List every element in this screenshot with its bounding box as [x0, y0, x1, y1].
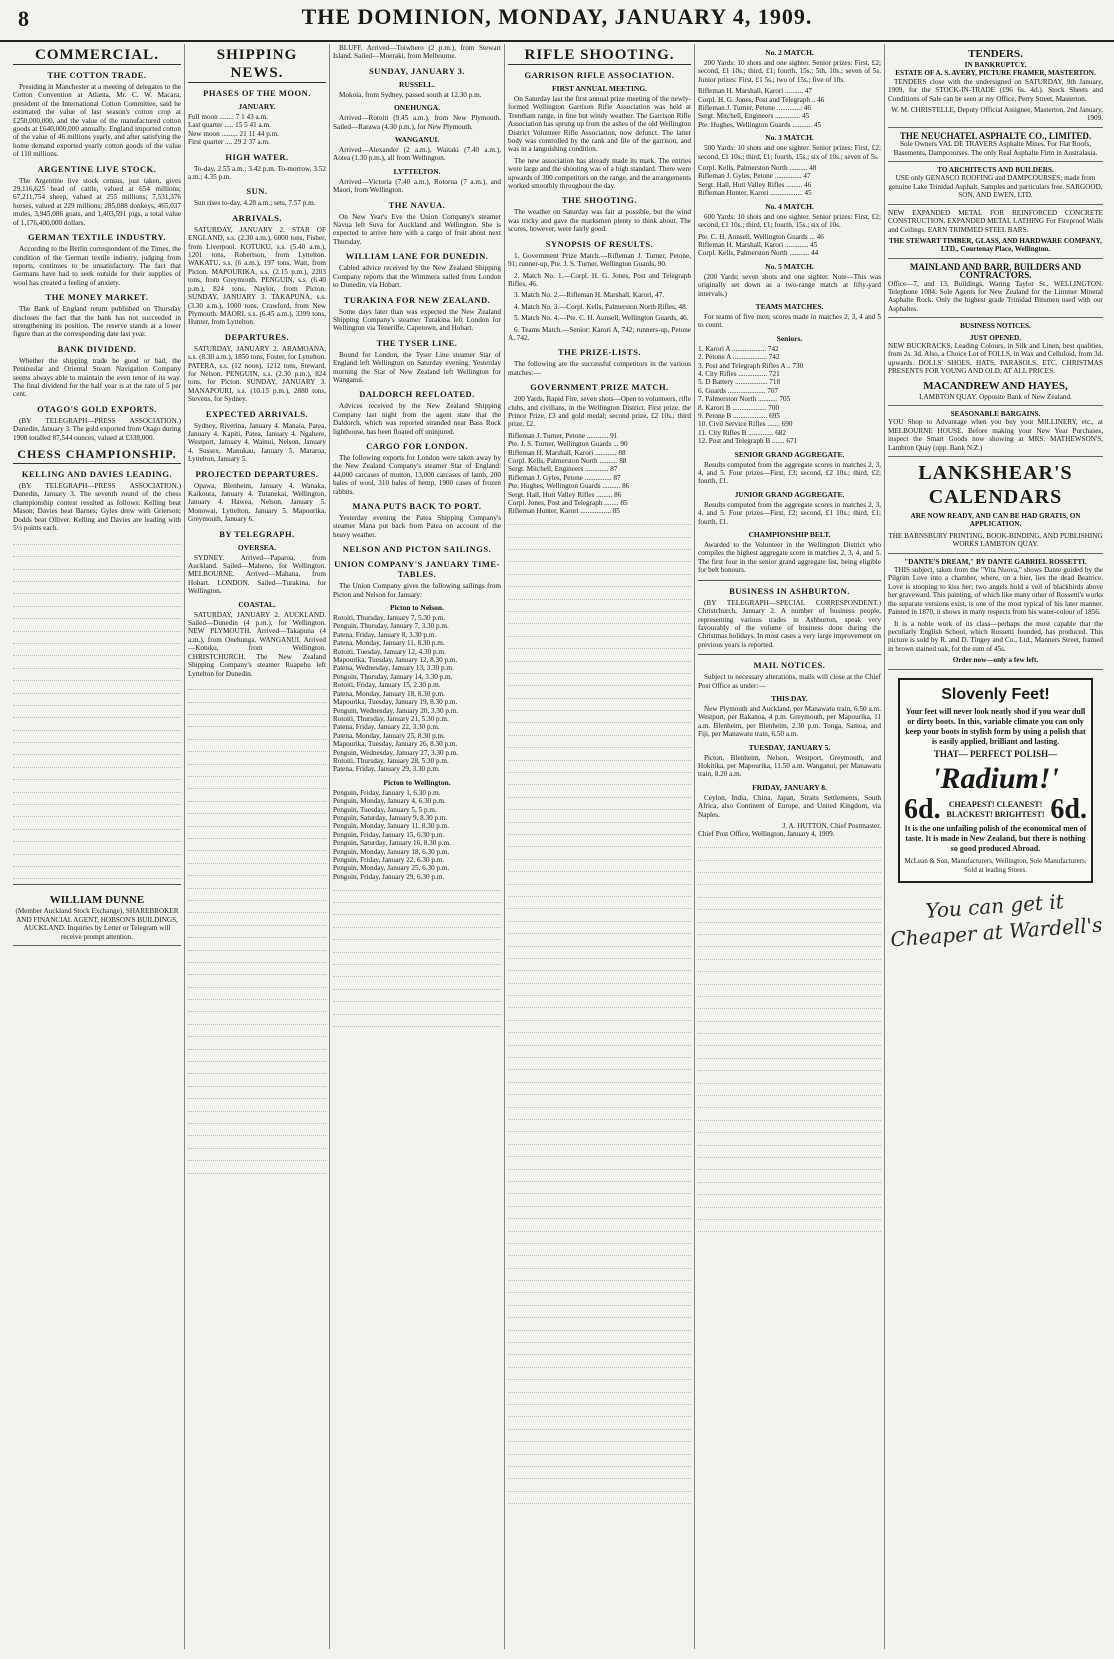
result-row: Rifleman H. Marshall, Karori ............. 45 — [698, 240, 818, 249]
result-row: 6. Teams Match.—Senior: Karori A, 742; runners-up, Petone A, 742. — [508, 325, 691, 342]
subheading: HIGH WATER. — [225, 151, 289, 162]
result-row: Corpl. Kells, Palmerston North ........... 44 — [698, 249, 819, 258]
result-row: 1. Government Prize Match.—Rifleman J. Turner, Petone, 91; runner-up, Pte. J. S. Turner, Wellington Guards, 90. — [508, 251, 691, 269]
text-filler — [188, 681, 326, 1174]
expanded-metal-advert — [888, 205, 1103, 259]
subheading: PROJECTED DEPARTURES. — [195, 468, 319, 479]
subheading: MAIL NOTICES. — [753, 660, 826, 671]
article-text: The following exports for London were taken away by the New Zealand Company's steamer Star of England: 44,000 carcases of mutton, 13,000 carcases of lamb, 200 bales of wool, 310 bales of hemp, 1900 cases of frozen rabbits. — [333, 453, 501, 496]
advert-footer: It is the one unfailing polish of the economical men of taste. It is made in New Zealand, but there is nothing so good produced Abroad. — [904, 823, 1087, 853]
article-text: The Bank of England return published on Thursday discloses the fact that the bank has not succeeded in strengthening its position. The reserve stands at a lower figure than at the corresponding date last year. — [13, 305, 181, 339]
subheading: CHAMPIONSHIP BELT. — [748, 530, 831, 540]
article-text: The Argentine live stock census, just taken, gives 29,116,625 head of cattle, valued at 654 millions; 67,211,754 sheep, valued at 255 millions; 7,531,376 horses, valued at 229 millions; 285,088 donkeys, 465,037 mules, 3,945,086 goats, and 1,403,591 pigs, a total value of 1,176,400,000 dollars. — [13, 176, 181, 227]
subheading: RUSSELL. — [398, 79, 436, 89]
article-text: The following are the successful competitors in the various matches:— — [508, 360, 691, 377]
subheading: DALDORCH REFLOATED. — [359, 389, 475, 400]
advert-title: THE NEUCHATEL ASPHALTE CO., LIMITED. — [899, 130, 1092, 141]
article-text: Arrived—Alexander (2 a.m.), Waitaki (7.40 a.m.), Aotea (1.30 p.m.), all from Wellington. — [333, 146, 501, 163]
article-text: Cabled advice received by the New Zealand Shipping Company reports that the Wimmera sailed from London to Dunedin, via Hobart. — [333, 264, 501, 290]
moon-row: First quarter .... 29 2 37 a.m. — [188, 138, 270, 147]
team-row: 2. Petone A ................... 742 — [698, 353, 780, 362]
team-row: 10. Civil Service Rifles ....... 690 — [698, 420, 793, 429]
calendars-advert — [888, 457, 1103, 554]
team-row: 11. City Rifles B .............. 682 — [698, 428, 786, 437]
timetable-row: Penguin, Thursday, January 7, 3.30 p.m. — [333, 622, 449, 631]
subheading: THE TYSER LINE. — [376, 337, 458, 348]
prize-row: Rifleman Hunter, Karori ................. 85 — [508, 507, 620, 516]
article-text: (200 Yards; seven shots and one sighter. Note—This was originally set down as a two-range match at fifty-yard intervals.) — [698, 272, 881, 298]
article-text: Advices received by the New Zealand Shipping Company last night from the agent state that the Daldorch, which was reported stranded near Bass Rock lighthouse, has been floated off uninjured. — [333, 402, 501, 436]
article-text: On Saturday last the first annual prize meeting of the newly-formed Wellington Garrison Rifle Association was held at Trentham range, in fine but windy weather. The Garrison Rifle Association has sprung up from the ashes of the old Wellington District Volunteer Rifle Association, now defunct. The latter body was controlled by the rank and file of the garrison, and was in a languishing condition. — [508, 95, 691, 154]
subheading: THE MONEY MARKET. — [45, 292, 149, 303]
mainland-barr-advert — [888, 259, 1103, 318]
advert-company: THE STEWART TIMBER, GLASS, AND HARDWARE COMPANY, LTD., Courtenay Place, Wellington. — [889, 236, 1102, 254]
timetable-row: Penguin, Thursday, January 14, 3.30 p.m. — [333, 672, 453, 681]
timetable-row: Penguin, Saturday, January 9, 8.30 p.m. — [333, 813, 448, 822]
timetable-row: Patena, Wednesday, January 13, 3.30 p.m. — [333, 664, 454, 673]
timetable-row: Patena, Friday, January 22, 3.30 p.m. — [333, 723, 440, 732]
timetable-row: Mapourika, Tuesday, January 26, 8.30 p.m. — [333, 740, 458, 749]
subheading: NELSON AND PICTON SAILINGS. — [342, 544, 492, 555]
article-text: (BY TELEGRAPH—SPECIAL CORRESPONDENT.) Christchurch, January 2. A number of business people, representing various trades in Ashburton, speak very favourably of the volume of business done during the Christmas holidays. In most cases a very large improvement on previous years is reported. — [698, 598, 881, 649]
team-row: 1. Karori A ................... 742 — [698, 344, 779, 353]
timetable-row: Penguin, Friday, January 15, 6.30 p.m. — [333, 830, 445, 839]
subheading: DEPARTURES. — [224, 331, 290, 342]
team-row: 8. Karori B ................... 700 — [698, 403, 780, 412]
result-row: Sergt. Hall, Hutt Valley Rifles ......... 46 — [698, 180, 812, 189]
subheading: No. 5 MATCH. — [765, 261, 814, 271]
mail-signature: J. A. HUTTON, Chief Postmaster. — [782, 822, 881, 830]
timetable-row: Rotoiti, Friday, January 15, 2.30 p.m. — [333, 681, 441, 690]
price-left: 6d. — [904, 793, 941, 825]
advert-heading: JUST OPENED. — [970, 333, 1021, 342]
timetable-row: Patena, Monday, January 11, 8.30 p.m. — [333, 639, 445, 648]
section-heading: BUSINESS NOTICES. — [960, 322, 1031, 331]
advert-heading: TENDERS. — [968, 48, 1023, 60]
advert-text: It is a noble work of its class—perhaps the most capable that the peculiarly English School, which Rossetti founded, has produced. This picture is sold by R. and D. Tingey and Co., Ltd., Manners Street, framed in brown stained oak, for the sum of 45s. — [888, 619, 1103, 653]
subheading: THE NAVUA. — [388, 199, 446, 210]
subheading: No. 2 MATCH. — [765, 48, 814, 57]
article-text: Awarded to the Volunteer in the Wellington District who compiles the highest aggregate score in matches 2, 3, 4, and 5. The first four in the senior grand aggregate list, being eligible for belt honours. — [698, 541, 881, 575]
advert-subheading: IN BANKRUPTCY. — [964, 61, 1027, 69]
article-text: SATURDAY, JANUARY 2. AUCKLAND. Sailed—Dunedin (4 p.m.), for Wellington. NEW PLYMOUTH. Arrived—Takapuna (4 a.m.), from Onehunga. WANGANUI. Arrived—Kotuku, from Wellington. CHRISTCHURCH. The New Zealand Shipping Company's steamer Ruapehu left Lyttelton for Dunedin. — [188, 610, 326, 678]
article-text: Opawa, Blenheim, January 4. Wanaka, Kaikoura, January 4. Tutanekai, Wellington, January 4. Hawea, Nelson, January 5. Monowai, Lyttelton, January 5. Mapourika, Greymouth, January 6. — [188, 481, 326, 524]
subheading: FIRST ANNUAL MEETING. — [551, 84, 648, 93]
subheading: Picton to Nelson. — [390, 603, 444, 613]
column-match-results — [695, 44, 885, 1649]
article-text: (BY TELEGRAPH—PRESS ASSOCIATION.) Dunedin, January 3. The seventh round of the chess championship contest resulted as follows: Kelling beat Mason; Davies beat Barnes; Gyles drew with Grierson; Dodds beat Olliver. Kelling and Davies are leading with 5½ points each. — [13, 482, 181, 533]
advert-text: NEW BUCKRACKS, Leading Colours, in Silk and Linen, best qualities, from 2s. 3d. Also, a Choice Lot of FOLLS, in Wax and Celluloid, from 3d. upwards. DOLLS' SHOES, HATS, PARASOLS, ETC. CHRISTMAS PRESENTS FOR YOUNG AND OLD, AT ALL PRICES. — [888, 341, 1103, 376]
subheading: GARRISON RIFLE ASSOCIATION. — [524, 70, 675, 80]
result-row: 4. Match No. 3.—Corpl. Kells, Palmerston North Rifles, 48. — [514, 302, 688, 311]
article-text: 600 Yards: 10 shots and one sighter. Senior prizes: First, £2; second, £1 10s.; third, £1; fourth, 15s.; six of 10s. — [698, 212, 881, 230]
article-text: Results computed from the aggregate scores in matches 2, 3, 4, and 5. Four prizes—First, £3; second, £2 10s.; third, £2; fourth, £1. — [698, 460, 881, 486]
column-shipping — [185, 44, 330, 1649]
article-text: 500 Yards: 10 shots and one sighter. Senior prizes: First, £2; second, £1 10s.; third, £1; fourth, 15s.; six of 10s.; seven of 5s. — [698, 144, 881, 161]
advert-text: ARE NOW READY, AND CAN BE HAD GRATIS, ON APPLICATION. — [910, 512, 1081, 529]
subheading: ONEHUNGA. — [393, 103, 441, 113]
timetable-row: Penguin, Friday, January 1, 6.30 p.m. — [333, 788, 441, 797]
advert-order: Order now—only a few left. — [952, 656, 1039, 665]
advert-tagline: THAT— PERFECT POLISH— — [933, 748, 1058, 759]
subheading: UNION COMPANY'S JANUARY TIME-TABLES. — [334, 559, 500, 580]
prize-row: Rifleman H. Marshall, Karori ............ 88 — [508, 448, 626, 457]
advert-text: NEW EXPANDED METAL FOR REINFORCED CONCRETE CONSTRUCTION. EXPANDED METAL LATHING For Fireproof Walls and Ceilings. EARN TRIMMED STEEL BARS. — [888, 208, 1103, 234]
advert-signature: W. M. CHRISTELLE, Deputy Official Assignee, Masterton, 2nd January, 1909. — [891, 106, 1103, 123]
subheading: WANGANUI. — [394, 135, 440, 145]
subheading: TUESDAY, JANUARY 5. — [748, 742, 831, 752]
team-row: 9. Petone B ................... 695 — [698, 412, 780, 420]
advert-text: Sole Owners VAL DE TRAVERS Asphalte Mines. For Flat Roofs, Basements, Dampcourses. The only Real Asphalte Firm in Australasia. — [893, 140, 1098, 157]
timetable-row: Rotoiti, Thursday, January 28, 5.30 p.m. — [333, 756, 449, 765]
advert-title: ESTATE OF A. S. AVERY, PICTURE FRAMER, MASTERTON. — [895, 69, 1096, 78]
timetable-row: Penguin, Wednesday, January 20, 3.30 p.m. — [333, 706, 459, 715]
column-commercial — [10, 44, 185, 1649]
prize-row: Rifleman J. Gyles, Petone ............... 87 — [508, 473, 621, 482]
article-text: Picton, Blenheim, Nelson, Westport, Greymouth, and Hokitika, per Mapourika, 11.50 a.m. Wanganui, per Manawatu train, 8.20 a.m. — [698, 753, 881, 779]
advert-heading: SEASONABLE BARGAINS. — [950, 410, 1041, 418]
timetable-row: Penguin, Wednesday, January 27, 3.30 p.m. — [333, 748, 459, 757]
column-advertisements — [885, 44, 1106, 1649]
prize-row: Sergt. Mitchell, Engineers ............. 87 — [508, 465, 618, 474]
timetable-row: Penguin, Saturday, January 16, 8.30 p.m. — [333, 839, 451, 848]
timetable-row: Penguin, Tuesday, January 5, 5 p.m. — [333, 805, 437, 814]
advert-makers: McLean & Son, Manufacturers, Wellington, Sole Manufacturers. Sold at leading Stores. — [904, 856, 1087, 874]
section-heading: SHIPPING NEWS. — [188, 46, 326, 83]
subheading: WILLIAM LANE FOR DUNEDIN. — [345, 251, 489, 262]
advert-text: USE only GENASCO ROOFING and DAMPCOURSES; made from genuine Lake Trinidad Asphalt. Samples and particulars free. SARGOOD, SON, AND EWEN, LTD. — [888, 174, 1103, 200]
timetable-row: Patena, Friday, January 29, 3.30 p.m. — [333, 765, 440, 774]
result-row: Pte. Hughes, Wellington Guards ........... 45 — [698, 120, 822, 129]
prize-row: Corpl. Kells, Palmerston North .......... 88 — [508, 457, 627, 465]
newspaper-title: THE DOMINION, MONDAY, JANUARY 4, 1909. — [301, 4, 813, 29]
timetable-row: Penguin, Monday, January 11, 8.30 p.m. — [333, 822, 450, 831]
article-text: For teams of five men; scores made in matches 2, 3, 4 and 5 to count. — [698, 312, 881, 330]
timetable-row: Penguin, Monday, January 4, 6.30 p.m. — [333, 797, 446, 806]
subheading: SUN. — [246, 186, 268, 197]
article-text: Sun rises to-day, 4.28 a.m.; sets, 7.57 p.m. — [194, 199, 316, 208]
article-text: Some days later than was expected the New Zealand Shipping Company's steamer Turakina left London for Wellington via Teneriffe, Capetown, and Hobart. — [333, 307, 501, 333]
subheading: CARGO FOR LONDON. — [366, 440, 468, 451]
page-number: 8 — [18, 6, 29, 31]
subheading: BY TELEGRAPH. — [219, 528, 295, 539]
result-row: 3. Match No. 2.—Rifleman H. Marshall, Karori, 47. — [514, 291, 665, 300]
prize-row: Corpl. Jones, Post and Telegraph ........ 85 — [508, 499, 628, 508]
result-row: Corpl. Kells, Palmerston North .......... 48 — [698, 164, 817, 173]
article-text: The new association has already made its mark. The entries were large and the shooting was of a high standard. There were upwards of 300 competitors on the range, and the arrangements worked smoothly throughout the day. — [508, 156, 691, 191]
article-text: Whether the shipping trade be good or bad, the Peninsular and Oriental Steam Navigation Company seems always able to maintain the even tenor of its way. The final dividend for the half year is at the rate of 5 per cent. — [13, 356, 181, 399]
subheading: Picton to Wellington. — [383, 777, 451, 787]
article-text: On New Year's Eve the Union Company's steamer Navua left Suva for Auckland and Wellington. She is expected to arrive here with a cargo of fruit about next Thursday. — [333, 212, 501, 246]
subheading: THE PRIZE-LISTS. — [557, 347, 642, 358]
team-row: 6. Guards ..................... 707 — [698, 386, 779, 395]
advert-text: Your feet will never look neatly shod if you wear dull or dirty boots. In this, variable climate you can only keep your boots in stylish form by using a polish that is easily applied, brilliant and lasting. — [905, 706, 1086, 746]
advert-text: THIS subject, taken from the "Vita Nuova," shows Dante guided by the Pilgrim Love into a chamber, where, on a bier, lies the dead Beatrice. Love is stooping to kiss her; two angels hold a veil of blackbirds above her graveward. This painting, of which like many other of Rossetti's works the separate versions exist, is one of the most typical of his later manner. Painted in 1870, it shows in many respects from his water-colour of 1856. — [888, 566, 1103, 617]
section-heading: RIFLE SHOOTING. — [508, 46, 691, 65]
prize-row: Pte. Hughes, Wellington Guards .......... 86 — [508, 482, 630, 491]
subheading: PHASES OF THE MOON. — [203, 88, 311, 98]
timetable-row: Patena, Monday, January 18, 8.30 p.m. — [333, 689, 445, 698]
subheading: SUNDAY, JANUARY 3. — [368, 65, 466, 76]
text-filler — [508, 516, 691, 1504]
price-right: 6d. — [1050, 793, 1087, 825]
prize-row: Sergt. Hall, Hutt Valley Rifles ......... 86 — [508, 490, 622, 499]
subheading: THE COTTON TRADE. — [47, 70, 147, 80]
timetable-row: Mapourika, Tuesday, January 19, 8.30 p.m. — [333, 698, 458, 707]
subheading: LYTTELTON. — [393, 166, 441, 176]
subheading: ARGENTINE LIVE STOCK. — [37, 163, 157, 174]
tenders-advert — [888, 44, 1103, 128]
timetable-row: Penguin, Friday, January 29, 6.30 p.m. — [333, 872, 445, 881]
result-row: Rifleman Hunter, Karori .................. 45 — [698, 189, 812, 198]
subheading: GERMAN TEXTILE INDUSTRY. — [27, 232, 167, 243]
section-heading: COMMERCIAL. — [13, 46, 181, 65]
team-row: 5. D Battery .................. 718 — [698, 378, 781, 387]
article-text: 200 Yards: 10 shots and one sighter. Senior prizes: First, £2; second, £1 10s.; third, £1; fourth, 15s.; 5th, 10s.; seven of 5s. Junior prizes: First, £1 5s.; two of 15s.; five of 10s. — [698, 59, 881, 84]
business-notices — [888, 318, 1103, 406]
advert-company: THE BARNSBURY PRINTING, BOOK-BINDING, AND PUBLISHING WORKS LAMBTON QUAY. — [888, 531, 1103, 549]
article-text: SATURDAY, JANUARY 2. ARAMOANA, s.s. (8.30 a.m.), 1850 tons, Foster, for Lyttelton. PATERA, s.s. (12 noon), 1212 tons, Steward, for Nelson. PENGUIN, s.s. (2.30 p.m.), 824 tons, for Picton. SUNDAY, JANUARY 3. MANAPOURI, s.s. (10.15 p.m.), 2880 tons, Stevens, for Sydney. — [188, 344, 326, 404]
article-text: Ceylon, India, China, Japan, Straits Settlements, South Africa, also Continent of Europe, and United Kingdom, via Naples. — [698, 793, 881, 819]
subheading: OVERSEA. — [237, 542, 277, 552]
subheading: GOVERNMENT PRIZE MATCH. — [530, 382, 669, 393]
subheading: JUNIOR GRAND AGGREGATE. — [734, 489, 845, 499]
article-text: Mokoia, from Sydney, passed south at 12.30 p.m. — [339, 90, 482, 99]
sharebroker-advert — [13, 890, 181, 946]
result-row: Rifleman H. Marshall, Karori .......... 47 — [698, 87, 812, 96]
timetable-row: Penguin, Monday, January 25, 6.30 p.m. — [333, 864, 450, 873]
result-row: 2. Match No. 1.—Corpl. H. G. Jones, Post and Telegraph Rifles, 46. — [508, 271, 691, 288]
article-text: Arrived—Rotoiti (9.45 a.m.), from New Plymouth. Sailed—Rarawa (4.30 p.m.), for New Plymouth. — [333, 114, 501, 131]
subheading: FRIDAY, JANUARY 8. — [752, 782, 827, 792]
advert-big-title: LANKSHEAR'S — [918, 462, 1073, 485]
price-row — [904, 793, 1087, 825]
advert-title: "DANTE'S DREAM," BY DANTE GABRIEL ROSSETTI. — [904, 557, 1087, 566]
timetable-row: Rotoiti, Tuesday, January 12, 4.30 p.m. — [333, 647, 446, 656]
article-text: Yesterday evening the Patea Shipping Company's steamer Mana put back from Patea on account of the heavy weather. — [333, 514, 501, 539]
timetable-row: Rotoiti, Thursday, January 21, 5.30 p.m. — [333, 714, 449, 723]
moon-row: Full moon ........ 7 1 43 a.m. — [188, 113, 268, 121]
mail-office: Chief Post Office, Wellington, January 4, 1909. — [698, 830, 835, 839]
subheading: BUSINESS IN ASHBURTON. — [729, 585, 850, 596]
advert-heading: WILLIAM DUNNE — [49, 894, 145, 907]
subheading: THIS DAY. — [771, 693, 808, 703]
product-name: 'Radium!' — [932, 761, 1059, 795]
article-text: Results computed from the aggregate scores in matches 2, 3, 4, and 5. Four prizes—First, £2; second, £1 10s.; third, £1; fourth, £1. — [698, 500, 881, 526]
moon-row: New moon ......... 21 11 44 p.m. — [188, 129, 279, 138]
team-row: 7. Palmerston North ........... 705 — [698, 395, 791, 404]
timetable-row: Rotoiti, Thursday, January 7, 5.30 p.m. — [333, 614, 446, 623]
subheading: No. 3 MATCH. — [765, 133, 814, 143]
asphalte-advert — [888, 128, 1103, 162]
section-heading: CHESS CHAMPIONSHIP. — [13, 445, 181, 464]
subheading: THE SHOOTING. — [562, 195, 637, 206]
text-filler — [698, 839, 881, 1233]
result-row: 5. Match No. 4.—Pte. C. H. Aunsell, Wellington Guards, 46. — [514, 314, 689, 323]
team-row: 3. Post and Telegraph Rifles A .. 730 — [698, 361, 804, 370]
subheading: ARRIVALS. — [232, 212, 282, 223]
subheading: SYNOPSIS OF RESULTS. — [545, 238, 654, 249]
handwritten-annotation: You can get it Cheaper at Wardell's — [889, 889, 1104, 952]
result-row: Pte. C. H. Aunsell, Wellington Guards ... 46 — [698, 232, 824, 241]
moon-row: Last quarter ..... 15 5 41 a.m. — [188, 121, 271, 130]
text-filler — [13, 535, 181, 879]
advert-text: YOU Shop to Advantage when you buy your MILLINERY, etc., at MELBOURNE HOUSE. Before making your New Year Purchases, inspect the Smart Goods now showing at MRS. MATHEWSON'S, Lambton Quay (opp. Bank N.Z.) — [888, 418, 1103, 452]
masthead — [0, 0, 1114, 42]
subheading: TEAMS MATCHES. — [755, 301, 824, 311]
article-text: (BY TELEGRAPH—PRESS ASSOCIATION.) Dunedin, January 3. The gold exported from Otago during 1908 totalled 87,544 ounces, valued at £338,000. — [13, 416, 181, 442]
text-filler — [333, 881, 501, 1027]
team-row: 12. Post and Telegraph B ....... 671 — [698, 437, 798, 446]
subheading: OTAGO'S GOLD EXPORTS. — [37, 403, 157, 414]
article-text: Arrived—Victoria (7.40 a.m.), Rotorua (7 a.m.), and Maori, from Wellington. — [333, 177, 501, 195]
article-text: Subject to necessary alterations, mails will close at the Chief Post Office as under:— — [698, 673, 881, 690]
radium-polish-advert — [898, 678, 1093, 883]
timetable-row: Penguin, Monday, January 18, 6.30 p.m. — [333, 847, 450, 856]
column-shipping-continued — [330, 44, 505, 1649]
prize-row: Pte. J. S. Turner, Wellington Guards ... 90 — [508, 440, 628, 449]
result-row: Sergt. Mitchell, Engineers .............. 45 — [698, 112, 810, 121]
article-text: BLUFF. Arrived—Toiwhero (2 p.m.), from Stewart Island. Sailed—Moeraki, from Melbourne. — [333, 44, 501, 61]
moon-month: JANUARY. — [238, 102, 276, 111]
advert-address: LAMBTON QUAY. Opposite Bank of New Zealand. — [919, 392, 1072, 401]
product-claims: CHEAPEST! CLEANEST! BLACKEST! BRIGHTEST! — [946, 799, 1045, 819]
result-row: Rifleman J. Gyles, Petone ............... 47 — [698, 172, 811, 181]
subheading: BANK DIVIDEND. — [57, 343, 137, 354]
article-text: The Union Company gives the following sailings from Picton and Nelson for January: — [333, 582, 501, 599]
builders-advert — [888, 162, 1103, 205]
prize-row: Rifleman J. Turner, Petone ............ 91 — [508, 431, 618, 440]
result-row: Rifleman J. Turner, Petone .............. 46 — [698, 104, 811, 113]
timetable-row: Penguin, Friday, January 22, 6.30 p.m. — [333, 856, 445, 864]
article-text: SYDNEY. Arrived—Paparoa, from Auckland. Sailed—Maheno, for Wellington. MELBOURNE. Arrived—Mahana, from Hobart. LONDON. Sailed—Turakina, for Wellington. — [188, 553, 326, 596]
article-text: The weather on Saturday was fair at possible, but the wind was tricky and gave the marksmen plenty to think about. The scores, however, were fairly good. — [508, 208, 691, 234]
subheading: KELLING AND DAVIES LEADING. — [21, 469, 173, 479]
advert-headline: Slovenly Feet! — [941, 685, 1050, 703]
subheading: No. 4 MATCH. — [765, 201, 814, 211]
millinery-advert — [888, 406, 1103, 457]
timetable-row: Mapourika, Tuesday, January 12, 8.30 p.m. — [333, 656, 458, 665]
article-text: Bound for London, the Tyser Line steamer Star of England left Wellington on Saturday evening. Yesterday morning the Star of New Zealand left Wellington for Wanganui. — [333, 350, 501, 384]
subheading: SENIOR GRAND AGGREGATE. — [734, 449, 845, 459]
column-rifle-shooting — [505, 44, 695, 1649]
advert-title: MAINLAND AND BARR, BUILDERS AND CONTRACTORS. — [909, 261, 1082, 281]
advert-text: (Member Auckland Stock Exchange), SHAREBROKER AND FINANCIAL AGENT, HOBSON'S BUILDINGS, AUCKLAND. Inquiries by Letter or Telegram will receive prompt attention. — [15, 907, 179, 941]
advert-text: Office—7, and 13, Buildings, Waring Taylor St., WELLINGTON. Telephone 1084. Sole Agents for New Zealand for the Limmer Mineral Asphalte Rock. Only the highest grade Trinidad Bitumen used with our Asphaltes. — [888, 279, 1103, 313]
subheading: COASTAL. — [238, 599, 276, 609]
article-text: Sydney, Riverina, January 4. Manaia, Patea, January 4. Kapiti, Patea, January 4. Ngahere, Westport, January 4. Wainui, Nelson, January 4. Sussex, Manukau, January 5. Mararoa, Lyttelton, January 5. — [188, 421, 326, 464]
newspaper-columns — [10, 44, 1106, 1649]
advert-big-title: CALENDARS — [928, 486, 1063, 509]
advert-text: TENDERS close with the undersigned on SATURDAY, 9th January, 1909, for the STOCK-IN-TRADE (£96 6s. 4d.). Stock Sheets and Conditions of Sale can be seen at my Office, Perry Street, Masterton. — [888, 77, 1103, 103]
advert-heading: TO ARCHITECTS AND BUILDERS. — [937, 166, 1054, 175]
result-row: Corpl. H. G. Jones, Post and Telegraph .. 46 — [698, 95, 825, 104]
dante-advert — [888, 554, 1103, 670]
subheading: MANA PUTS BACK TO PORT. — [352, 501, 482, 511]
article-text: Presiding in Manchester at a meeting of delegates to the Cotton Convention at Atlanta, Mr. C. W. Macara, president of the International Cotton Committee, said he estimated the value of last season's cotton crop at £250,000,000, and the value of the manufactured cotton goods at £640,000,000 annually. England imported cotton of the value of 46 millions yearly, and after satisfying the home demand exported yearly cotton goods of the value of 110 millions. — [13, 83, 181, 159]
subheading: Seniors. — [776, 333, 803, 343]
article-text: To-day, 2.55 a.m.; 3.42 p.m. To-morrow, 3.52 a.m.; 4.35 p.m. — [188, 164, 326, 182]
article-text: According to the Berlin correspondent of the Times, the condition of the German textile industry, judging from reports, continues to be unsatisfactory. The fact that Germans have had to seek outside for their supplies of wool has created a feeling of anxiety. — [13, 245, 181, 287]
article-text: 200 Yards, Rapid Fire, seven shots—Open to volunteers, rifle clubs, and civilians, in the Wellington District. First prize, the Prince Prize, £3 and gold medal; second prize, £2 10s.; third prize, £2. — [508, 395, 691, 429]
article-text: New Plymouth and Auckland, per Manawatu train, 6.50 a.m. Westport, per Rakanoa, 4 p.m. Greymouth, per Mapourika, 11 a.m. Blenheim, per Blenheim, 2.30 p.m. Tonga, Samoa, and Fiji, per Manawatu train, 6.50 a.m. — [698, 704, 881, 739]
timetable-row: Patena, Monday, January 25, 8.30 p.m. — [333, 731, 445, 740]
team-row: 4. City Rifles ................ 721 — [698, 369, 780, 378]
article-text: SATURDAY, JANUARY 2. STAR OF ENGLAND, s.s. (2.30 a.m.), 6000 tons, Fisher, from Liverpool. KOTUKU, s.s. (5.40 a.m.), 1201 tons, Robertson, from Lyttelton. WAKATU, s.s. (6 a.m.), 197 tons, Watt, from Picton. MAPOURIKA, s.s. (2.15 p.m.), 2203 tons, from Greymouth. PENGUIN, s.s. (6.40 p.m.), 824 tons, Naylor, from Picton. SUNDAY, JANUARY 3. TAKAPUNA, s.s. (3.30 a.m.), 1000 tons, Crawford, from New Plymouth. MAORI, s.s. (6.45 a.m.), 3399 tons, Hunter, from Lyttelton. — [188, 225, 326, 327]
subheading: TURAKINA FOR NEW ZEALAND. — [343, 294, 491, 305]
advert-company: MACANDREW AND HAYES, — [923, 379, 1068, 392]
timetable-row: Patena, Friday, January 8, 3.30 p.m. — [333, 630, 437, 639]
subheading: EXPECTED ARRIVALS. — [205, 408, 309, 419]
